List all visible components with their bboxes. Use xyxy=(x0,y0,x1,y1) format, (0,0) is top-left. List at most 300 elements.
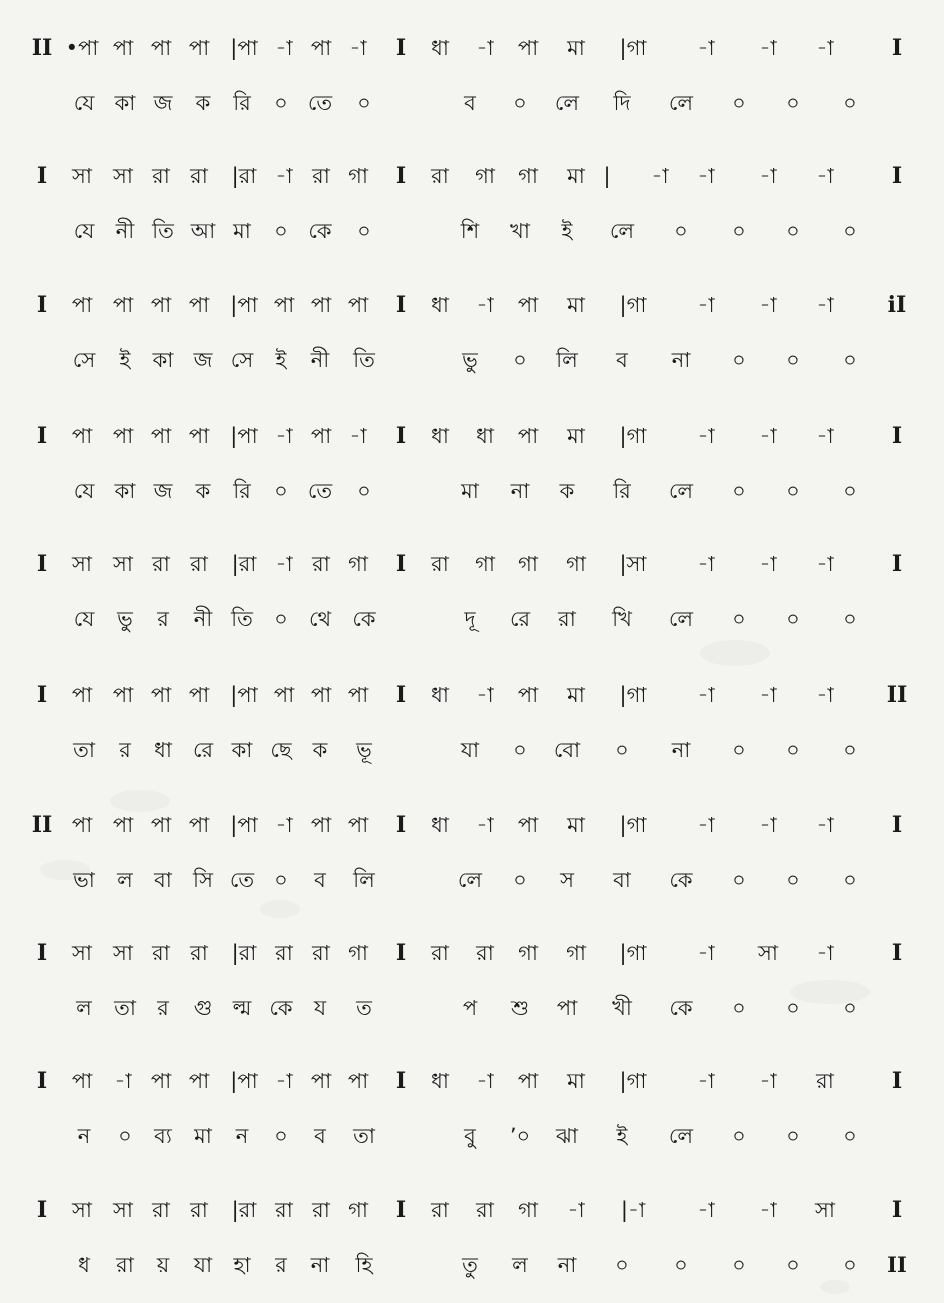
lyric-syllable: শি xyxy=(460,219,480,243)
lyric-syllable: ০ xyxy=(674,1253,688,1277)
lyric-syllable: তা xyxy=(73,738,95,762)
swara-note: -া xyxy=(697,683,715,707)
swara-note: ধা xyxy=(476,424,494,448)
swara-note: -া xyxy=(697,1198,715,1222)
swara-note: -া xyxy=(275,1069,293,1093)
lyric-syllable: যে xyxy=(73,479,95,503)
swara-note: মা xyxy=(567,813,585,837)
swara-note: -া xyxy=(816,293,834,317)
swara-note: পা xyxy=(517,36,539,60)
bar-marker: I xyxy=(36,682,48,708)
lyric-syllable: ব xyxy=(314,1124,326,1148)
swara-note: |গা xyxy=(619,683,647,707)
swara-note: গা xyxy=(348,941,368,965)
swara-note: -া xyxy=(759,1069,777,1093)
lyric-syllable: য xyxy=(313,996,327,1020)
bar-marker: I xyxy=(395,682,407,708)
lyric-syllable: ০ xyxy=(732,738,746,762)
lyric-syllable: তে xyxy=(307,479,333,503)
swara-note: -া xyxy=(476,293,494,317)
swara-note: |গা xyxy=(619,36,647,60)
lyric-syllable: ব্য xyxy=(154,1124,172,1148)
swara-note: -া xyxy=(759,683,777,707)
lyric-syllable: কে xyxy=(669,996,693,1020)
swara-note: -া xyxy=(816,683,834,707)
swara-note: পা xyxy=(188,683,210,707)
lyric-syllable: ০ xyxy=(786,91,800,115)
bar-marker: I xyxy=(891,423,903,449)
lyric-syllable: লে xyxy=(457,868,483,892)
bar-marker: I xyxy=(36,423,48,449)
swara-note: মা xyxy=(567,424,585,448)
lyric-syllable: ০ xyxy=(274,219,288,243)
swara-note: পা xyxy=(150,813,172,837)
lyric-syllable: বা xyxy=(613,868,631,892)
swara-note: -া xyxy=(349,424,367,448)
swara-note: রা xyxy=(190,1198,208,1222)
swara-line xyxy=(0,285,944,325)
swara-note: রা xyxy=(816,1069,834,1093)
lyric-syllable: খী xyxy=(612,996,632,1020)
swara-note: ধা xyxy=(431,293,449,317)
swara-note: -া xyxy=(759,1198,777,1222)
lyric-syllable: বু xyxy=(464,1124,476,1148)
lyric-syllable: খা xyxy=(510,219,530,243)
bar-marker: I xyxy=(395,812,407,838)
swara-note: পা xyxy=(112,293,134,317)
lyric-syllable: ০ xyxy=(732,219,746,243)
lyric-syllable: ভু xyxy=(462,348,478,372)
lyric-syllable: সে xyxy=(72,348,96,372)
lyric-syllable: ০ xyxy=(786,348,800,372)
swara-note: ধা xyxy=(431,424,449,448)
swara-note: -া xyxy=(759,293,777,317)
bar-marker: I xyxy=(36,1197,48,1223)
swara-note: সা xyxy=(113,1198,133,1222)
swara-note: গা xyxy=(518,164,538,188)
swara-note: রা xyxy=(476,941,494,965)
swara-note: -া xyxy=(697,164,715,188)
lyric-syllable: ʼ০ xyxy=(509,1124,531,1148)
lyric-line xyxy=(0,988,944,1028)
lyric-syllable: রে xyxy=(509,607,531,631)
swara-note: রা xyxy=(431,552,449,576)
lyric-syllable: ০ xyxy=(674,219,688,243)
lyric-syllable: তি xyxy=(152,219,174,243)
lyric-syllable: আ xyxy=(190,219,216,243)
bar-marker: I xyxy=(395,163,407,189)
swara-line xyxy=(0,156,944,196)
swara-line xyxy=(0,1190,944,1230)
swara-note: রা xyxy=(190,164,208,188)
lyric-syllable: ০ xyxy=(615,738,629,762)
swara-note: গা xyxy=(518,552,538,576)
swara-note: |পা xyxy=(230,293,258,317)
lyric-syllable: ০ xyxy=(843,348,857,372)
swara-line xyxy=(0,28,944,68)
lyric-syllable: জ xyxy=(193,348,213,372)
swara-note: রা xyxy=(431,1198,449,1222)
swara-note: গা xyxy=(475,552,495,576)
swara-note: -া xyxy=(476,36,494,60)
lyric-syllable: ০ xyxy=(274,479,288,503)
lyric-syllable: ল xyxy=(117,868,133,892)
swara-note: পা xyxy=(112,813,134,837)
lyric-syllable: তা xyxy=(353,1124,375,1148)
swara-note: -া xyxy=(816,36,834,60)
swara-note: |সা xyxy=(619,552,647,576)
swara-note: -া xyxy=(816,552,834,576)
bar-marker: iI xyxy=(887,292,907,318)
swara-line xyxy=(0,1061,944,1101)
swara-note: পা xyxy=(517,683,539,707)
lyric-syllable: রি xyxy=(233,479,251,503)
swara-note: রা xyxy=(275,1198,293,1222)
lyric-syllable: ০ xyxy=(786,996,800,1020)
swara-note: পা xyxy=(517,293,539,317)
lyric-syllable: ধ xyxy=(78,1253,90,1277)
swara-note: পা xyxy=(310,36,332,60)
lyric-syllable: হা xyxy=(233,1253,251,1277)
swara-note: -া xyxy=(476,1069,494,1093)
bar-marker: I xyxy=(891,35,903,61)
swara-note: পা xyxy=(188,293,210,317)
swara-note: রা xyxy=(312,164,330,188)
lyric-syllable: কে xyxy=(308,219,332,243)
swara-note: পা xyxy=(112,683,134,707)
swara-note: |পা xyxy=(230,813,258,837)
lyric-syllable: ০ xyxy=(732,91,746,115)
swara-note: ধা xyxy=(431,683,449,707)
lyric-syllable: তা xyxy=(114,996,136,1020)
swara-note: পা xyxy=(188,1069,210,1093)
lyric-syllable: কা xyxy=(114,479,136,503)
lyric-syllable: ন xyxy=(77,1124,91,1148)
lyric-line xyxy=(0,1245,944,1285)
lyric-syllable: ক xyxy=(312,738,328,762)
bar-marker: I xyxy=(36,1068,48,1094)
lyric-syllable: ০ xyxy=(357,91,371,115)
swara-note: পা xyxy=(71,813,93,837)
bar-marker: II xyxy=(31,35,53,61)
swara-note: -া xyxy=(816,941,834,965)
lyric-syllable: নী xyxy=(193,607,213,631)
lyric-syllable: ই xyxy=(616,1124,628,1148)
swara-note: রা xyxy=(431,164,449,188)
lyric-line xyxy=(0,599,944,639)
lyric-syllable: ০ xyxy=(513,348,527,372)
swara-note: -া xyxy=(697,293,715,317)
swara-note: পা xyxy=(112,36,134,60)
lyric-syllable: ০ xyxy=(786,868,800,892)
lyric-syllable: যে xyxy=(73,91,95,115)
swara-note: -া xyxy=(816,813,834,837)
lyric-syllable: খি xyxy=(612,607,632,631)
lyric-syllable: ব xyxy=(616,348,628,372)
lyric-line xyxy=(0,211,944,251)
lyric-syllable: ০ xyxy=(843,738,857,762)
swara-note: -া xyxy=(275,164,293,188)
lyric-syllable: কে xyxy=(269,996,293,1020)
swara-note: -া xyxy=(275,36,293,60)
lyric-syllable: ০ xyxy=(786,219,800,243)
swara-note: -া xyxy=(114,1069,132,1093)
lyric-syllable: যা xyxy=(193,1253,213,1277)
lyric-syllable: লে xyxy=(668,479,694,503)
lyric-syllable: ০ xyxy=(513,868,527,892)
swara-note: -া xyxy=(816,424,834,448)
lyric-syllable: ০ xyxy=(843,1253,857,1277)
lyric-syllable: ০ xyxy=(786,1253,800,1277)
swara-note: রা xyxy=(152,1198,170,1222)
swara-note: পা xyxy=(150,1069,172,1093)
lyric-syllable: ০ xyxy=(843,1124,857,1148)
swara-note: |রা xyxy=(231,164,257,188)
swara-note: |গা xyxy=(619,941,647,965)
swara-note: সা xyxy=(815,1198,835,1222)
lyric-syllable: ল xyxy=(512,1253,528,1277)
swara-note: -া xyxy=(759,424,777,448)
swara-note: পা xyxy=(188,813,210,837)
lyric-syllable: ০ xyxy=(843,868,857,892)
lyric-syllable: য় xyxy=(156,1253,170,1277)
swara-note: সা xyxy=(72,552,92,576)
bar-marker: I xyxy=(891,1068,903,1094)
bar-marker: I xyxy=(891,1197,903,1223)
swara-note: পা xyxy=(310,813,332,837)
swara-note: পা xyxy=(310,1069,332,1093)
swara-note: পা xyxy=(71,293,93,317)
swara-note: -া xyxy=(476,683,494,707)
swara-note: সা xyxy=(113,164,133,188)
lyric-syllable: লে xyxy=(609,219,635,243)
lyric-syllable: ০ xyxy=(843,996,857,1020)
swara-note: -া xyxy=(651,164,669,188)
swara-note: পা xyxy=(188,424,210,448)
lyric-syllable: র xyxy=(157,996,169,1020)
lyric-syllable: লি xyxy=(556,348,578,372)
lyric-syllable: লে xyxy=(668,91,694,115)
swara-note: |রা xyxy=(231,552,257,576)
lyric-syllable: সি xyxy=(193,868,213,892)
lyric-syllable: র xyxy=(275,1253,287,1277)
lyric-line xyxy=(0,471,944,511)
swara-note: |গা xyxy=(619,293,647,317)
swara-note: পা xyxy=(310,293,332,317)
swara-note: গা xyxy=(475,164,495,188)
lyric-syllable: প xyxy=(462,996,478,1020)
swara-note: -া xyxy=(567,1198,585,1222)
lyric-syllable: ০ xyxy=(732,479,746,503)
bar-marker: I xyxy=(891,812,903,838)
swara-note: -া xyxy=(275,552,293,576)
lyric-syllable: ব xyxy=(314,868,326,892)
lyric-syllable: তু xyxy=(462,1253,478,1277)
lyric-line xyxy=(0,340,944,380)
bar-marker: I xyxy=(891,551,903,577)
lyric-syllable: ই xyxy=(119,348,131,372)
bar-marker: II xyxy=(887,1252,907,1277)
swara-note: পা xyxy=(517,1069,539,1093)
lyric-syllable: ০ xyxy=(786,738,800,762)
lyric-syllable: ০ xyxy=(786,479,800,503)
lyric-syllable: না xyxy=(557,1253,577,1277)
lyric-syllable: ক xyxy=(195,479,211,503)
swara-note: -া xyxy=(697,36,715,60)
bar-marker: I xyxy=(395,1068,407,1094)
swara-note: গা xyxy=(566,941,586,965)
swara-note: রা xyxy=(152,941,170,965)
lyric-syllable: জ xyxy=(153,91,173,115)
lyric-syllable: স xyxy=(560,868,574,892)
swara-note: মা xyxy=(567,293,585,317)
lyric-line xyxy=(0,83,944,123)
swara-note: গা xyxy=(348,1198,368,1222)
lyric-syllable: ভা xyxy=(73,868,95,892)
swara-note: মা xyxy=(567,1069,585,1093)
lyric-syllable: লে xyxy=(668,607,694,631)
swara-note: মা xyxy=(567,36,585,60)
lyric-syllable: ০ xyxy=(513,738,527,762)
swara-note: পা xyxy=(273,683,295,707)
swara-note: পা xyxy=(347,813,369,837)
swara-note: পা xyxy=(71,1069,93,1093)
swara-note: গা xyxy=(518,1198,538,1222)
lyric-syllable: ন xyxy=(235,1124,249,1148)
lyric-syllable: থে xyxy=(308,607,332,631)
lyric-syllable: মা xyxy=(461,479,479,503)
swara-note: •পা xyxy=(65,36,99,60)
lyric-syllable: না xyxy=(310,1253,330,1277)
paper-stain xyxy=(260,900,300,918)
swara-note: রা xyxy=(312,1198,330,1222)
bar-marker: I xyxy=(395,940,407,966)
lyric-syllable: লে xyxy=(668,1124,694,1148)
swara-note: -া xyxy=(697,424,715,448)
bar-marker: I xyxy=(395,35,407,61)
lyric-syllable: পা xyxy=(556,996,578,1020)
swara-line xyxy=(0,544,944,584)
lyric-syllable: হি xyxy=(355,1253,373,1277)
swara-note: পা xyxy=(71,683,93,707)
swara-note: মা xyxy=(567,164,585,188)
lyric-syllable: লে xyxy=(554,91,580,115)
swara-note: পা xyxy=(517,813,539,837)
swara-note: সা xyxy=(72,941,92,965)
lyric-syllable: ০ xyxy=(843,91,857,115)
lyric-syllable: ০ xyxy=(732,1124,746,1148)
paper-stain xyxy=(700,640,770,666)
lyric-syllable: রে xyxy=(192,738,214,762)
swara-note: পা xyxy=(150,293,172,317)
lyric-syllable: না xyxy=(671,348,691,372)
swara-note: |পা xyxy=(230,683,258,707)
lyric-syllable: লি xyxy=(353,868,375,892)
lyric-syllable: তে xyxy=(307,91,333,115)
lyric-syllable: ক xyxy=(195,91,211,115)
lyric-syllable: র xyxy=(119,738,131,762)
swara-note: পা xyxy=(273,293,295,317)
bar-marker: II xyxy=(31,812,53,838)
swara-note: -া xyxy=(759,164,777,188)
swara-note: রা xyxy=(275,941,293,965)
swara-note: রা xyxy=(431,941,449,965)
lyric-syllable: নী xyxy=(115,219,135,243)
bar-marker: I xyxy=(891,163,903,189)
swara-note: ধা xyxy=(431,36,449,60)
lyric-syllable: মা xyxy=(233,219,251,243)
swara-note: -া xyxy=(759,552,777,576)
lyric-syllable: ০ xyxy=(843,219,857,243)
swara-note: পা xyxy=(310,683,332,707)
lyric-syllable: ল xyxy=(76,996,92,1020)
swara-note: পা xyxy=(347,1069,369,1093)
lyric-syllable: তি xyxy=(353,348,375,372)
lyric-syllable: ০ xyxy=(843,479,857,503)
swara-note: |রা xyxy=(231,941,257,965)
swara-note: গা xyxy=(566,552,586,576)
lyric-syllable: রা xyxy=(116,1253,134,1277)
swara-note: -া xyxy=(275,424,293,448)
lyric-syllable: দি xyxy=(613,91,631,115)
lyric-syllable: কা xyxy=(152,348,174,372)
lyric-syllable: ০ xyxy=(732,348,746,372)
swara-note: সা xyxy=(758,941,778,965)
swara-note: |পা xyxy=(230,424,258,448)
swara-note: |রা xyxy=(231,1198,257,1222)
swara-note: রা xyxy=(190,552,208,576)
swara-note: রা xyxy=(190,941,208,965)
bar-marker: I xyxy=(36,292,48,318)
swara-line xyxy=(0,933,944,973)
bar-marker: I xyxy=(395,292,407,318)
swara-note: -া xyxy=(697,552,715,576)
lyric-syllable: ল্ম xyxy=(232,996,252,1020)
lyric-syllable: ০ xyxy=(357,479,371,503)
swara-note: | xyxy=(603,164,611,188)
swara-note: গা xyxy=(518,941,538,965)
swara-note: গা xyxy=(348,164,368,188)
swara-note: -া xyxy=(349,36,367,60)
lyric-syllable: ০ xyxy=(732,607,746,631)
lyric-syllable: ০ xyxy=(732,1253,746,1277)
lyric-syllable: নী xyxy=(310,348,330,372)
bar-marker: I xyxy=(395,551,407,577)
lyric-syllable: ০ xyxy=(786,1124,800,1148)
swara-note: |গা xyxy=(619,813,647,837)
lyric-syllable: ধা xyxy=(154,738,172,762)
lyric-syllable: ০ xyxy=(615,1253,629,1277)
swara-note: ধা xyxy=(431,1069,449,1093)
lyric-syllable: না xyxy=(671,738,691,762)
swara-note: -া xyxy=(759,36,777,60)
lyric-syllable: না xyxy=(510,479,530,503)
bar-marker: II xyxy=(886,682,908,708)
swara-note: রা xyxy=(152,164,170,188)
lyric-syllable: গু xyxy=(193,996,213,1020)
lyric-syllable: যে xyxy=(73,607,95,631)
lyric-syllable: ০ xyxy=(732,996,746,1020)
lyric-syllable: ক xyxy=(559,479,575,503)
lyric-syllable: কা xyxy=(231,738,253,762)
swara-note: |গা xyxy=(619,424,647,448)
swara-note: রা xyxy=(312,941,330,965)
lyric-syllable: তি xyxy=(231,607,253,631)
lyric-syllable: ই xyxy=(561,219,573,243)
swara-note: পা xyxy=(71,424,93,448)
swara-line xyxy=(0,416,944,456)
swara-note: সা xyxy=(72,1198,92,1222)
